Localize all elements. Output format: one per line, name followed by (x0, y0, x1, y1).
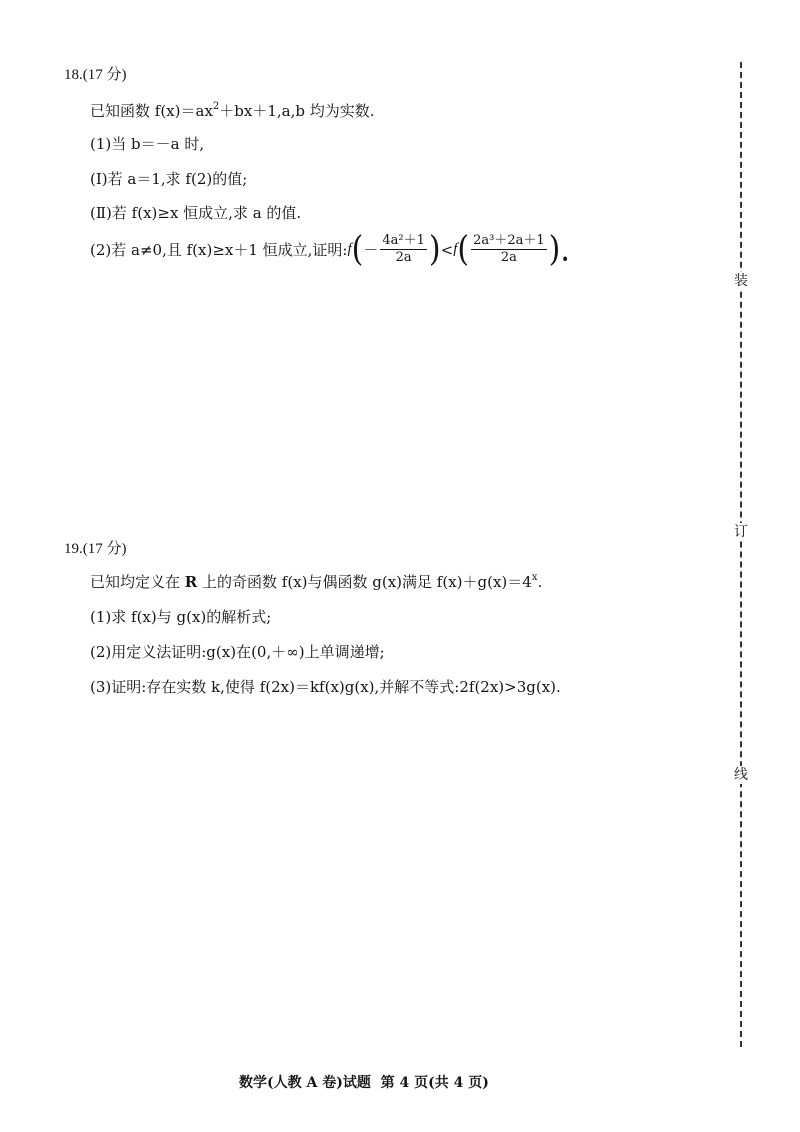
q18-stem-eq: ＝a (180, 102, 205, 120)
q18-fraction-1-denominator: 2a (395, 250, 412, 266)
binding-label-xian: 线 (734, 767, 748, 783)
footer-subject: 数学(人教 A 卷)试题 (239, 1075, 371, 1091)
q18-part1-i: (Ⅰ)若 a＝1,求 f(2)的值; (90, 170, 248, 188)
q19-stem-end: . (537, 573, 543, 591)
q19-stem-a: 已知均定义在 (90, 573, 185, 591)
q18-part1-ii: (Ⅱ)若 f(x)≥x 恒成立,求 a 的值. (90, 204, 302, 222)
q18-stem-fx: f(x) (154, 102, 181, 120)
q18-part2-minus: － (363, 241, 379, 260)
q18-part2-f1: f (347, 241, 352, 258)
q18-fraction-2 (471, 233, 547, 267)
q18-fraction-2-numerator: 2a³＋2a＋1 (471, 233, 547, 250)
q18-header: 18.(17 分) (64, 67, 127, 83)
q18-stem-rest: ＋bx＋1,a,b 均为实数. (219, 102, 375, 120)
q18-fraction-1 (380, 233, 427, 267)
q18-stem-x: x (204, 102, 213, 120)
q18-part2 (90, 229, 570, 270)
q19-part3: (3)证明:存在实数 k,使得 f(2x)＝kf(x)g(x),并解不等式:2f(2x)>3g(x). (90, 678, 561, 696)
binding-dashed-line (740, 62, 742, 1047)
q19-header: 19.(17 分) (64, 541, 127, 557)
q19-stem-sup: x (531, 572, 538, 583)
q18-stem (90, 100, 375, 121)
q18-part2-rparen2: ). (548, 229, 570, 270)
footer-page-number: 第 4 页(共 4 页) (380, 1075, 489, 1091)
q18-stem-sup: 2 (212, 101, 220, 112)
binding-label-ding: 订 (734, 524, 748, 540)
q18-stem-a: 已知函数 (90, 102, 155, 120)
q19-stem-b: 上的奇函数 f(x)与偶函数 g(x)满足 f(x)＋g(x)＝4 (197, 573, 532, 591)
q18-fraction-2-denominator: 2a (500, 250, 517, 266)
q19-part1: (1)求 f(x)与 g(x)的解析式; (90, 608, 272, 626)
q18-part2-f2: f (453, 241, 458, 258)
q19-stem-R: R (184, 573, 198, 591)
q18-part2-prefix: (2)若 a≠0,且 f(x)≥x＋1 恒成立,证明: (90, 241, 348, 260)
q18-part2-lparen2: ( (457, 229, 470, 270)
q19-part2: (2)用定义法证明:g(x)在(0,＋∞)上单调递增; (90, 643, 385, 661)
q18-part2-lt: < (440, 240, 454, 259)
page-footer (239, 1072, 489, 1092)
q18-part1: (1)当 b＝－a 时, (90, 135, 205, 153)
q18-part2-lparen1: ( (351, 229, 364, 270)
q18-part2-rparen1: ) (428, 229, 441, 270)
q18-fraction-1-numerator: 4a²＋1 (380, 233, 427, 250)
q19-stem (90, 571, 542, 592)
binding-label-zhuang: 装 (734, 273, 748, 289)
